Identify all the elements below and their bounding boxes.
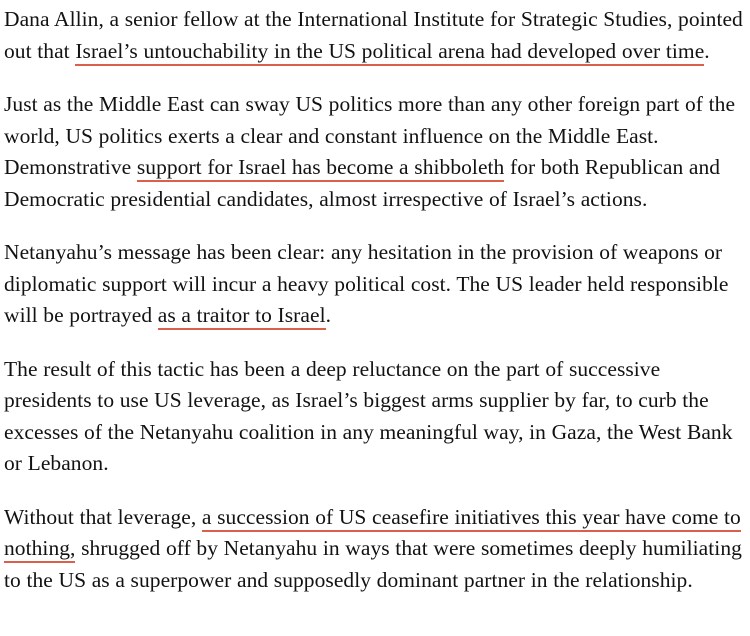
body-text: The result of this tactic has been a deep reluctance on the part of successive presidents to use US leverage, as Israel’s biggest arms supplier by far, to curb the excesses of the Netanyahu coalition in any meaningful way, in Gaza, the West Bank or Lebanon.: [4, 356, 733, 475]
highlighted-text[interactable]: Israel’s untouchability in the US political arena had developed over time: [75, 39, 704, 66]
paragraph: [4, 4, 744, 67]
paragraph: [4, 89, 744, 215]
paragraph: [4, 354, 744, 480]
body-text: Dana Allin, a senior fellow at the International Institute for Strategic Studies, pointed out that: [4, 7, 743, 63]
body-text: Netanyahu’s message has been clear: any hesitation in the provision of weapons or diplomatic support will incur a heavy political cost. The US leader held responsible will be portrayed: [4, 240, 729, 327]
body-text: .: [704, 38, 710, 63]
body-text: for both Republican and Democratic presidential candidates, almost irrespective of Israel’s actions.: [4, 155, 721, 211]
highlighted-text[interactable]: a succession of US ceasefire initiatives this year have come to nothing,: [4, 505, 741, 564]
paragraph: [4, 502, 744, 597]
body-text: shrugged off by Netanyahu in ways that were sometimes deeply humiliating to the US as a superpower and supposedly dominant partner in the relationship.: [4, 536, 742, 592]
highlighted-text[interactable]: support for Israel has become a shibboleth: [137, 155, 505, 182]
body-text: Without that leverage,: [4, 504, 202, 529]
body-text: .: [325, 303, 332, 327]
paragraph: [4, 237, 744, 332]
highlighted-text[interactable]: as a traitor to Israel: [158, 303, 326, 330]
body-text: Just as the Middle East can sway US politics more than any other foreign part of the world, US politics exerts a clear and constant influence on the Middle East. Demonstrative: [4, 92, 736, 179]
